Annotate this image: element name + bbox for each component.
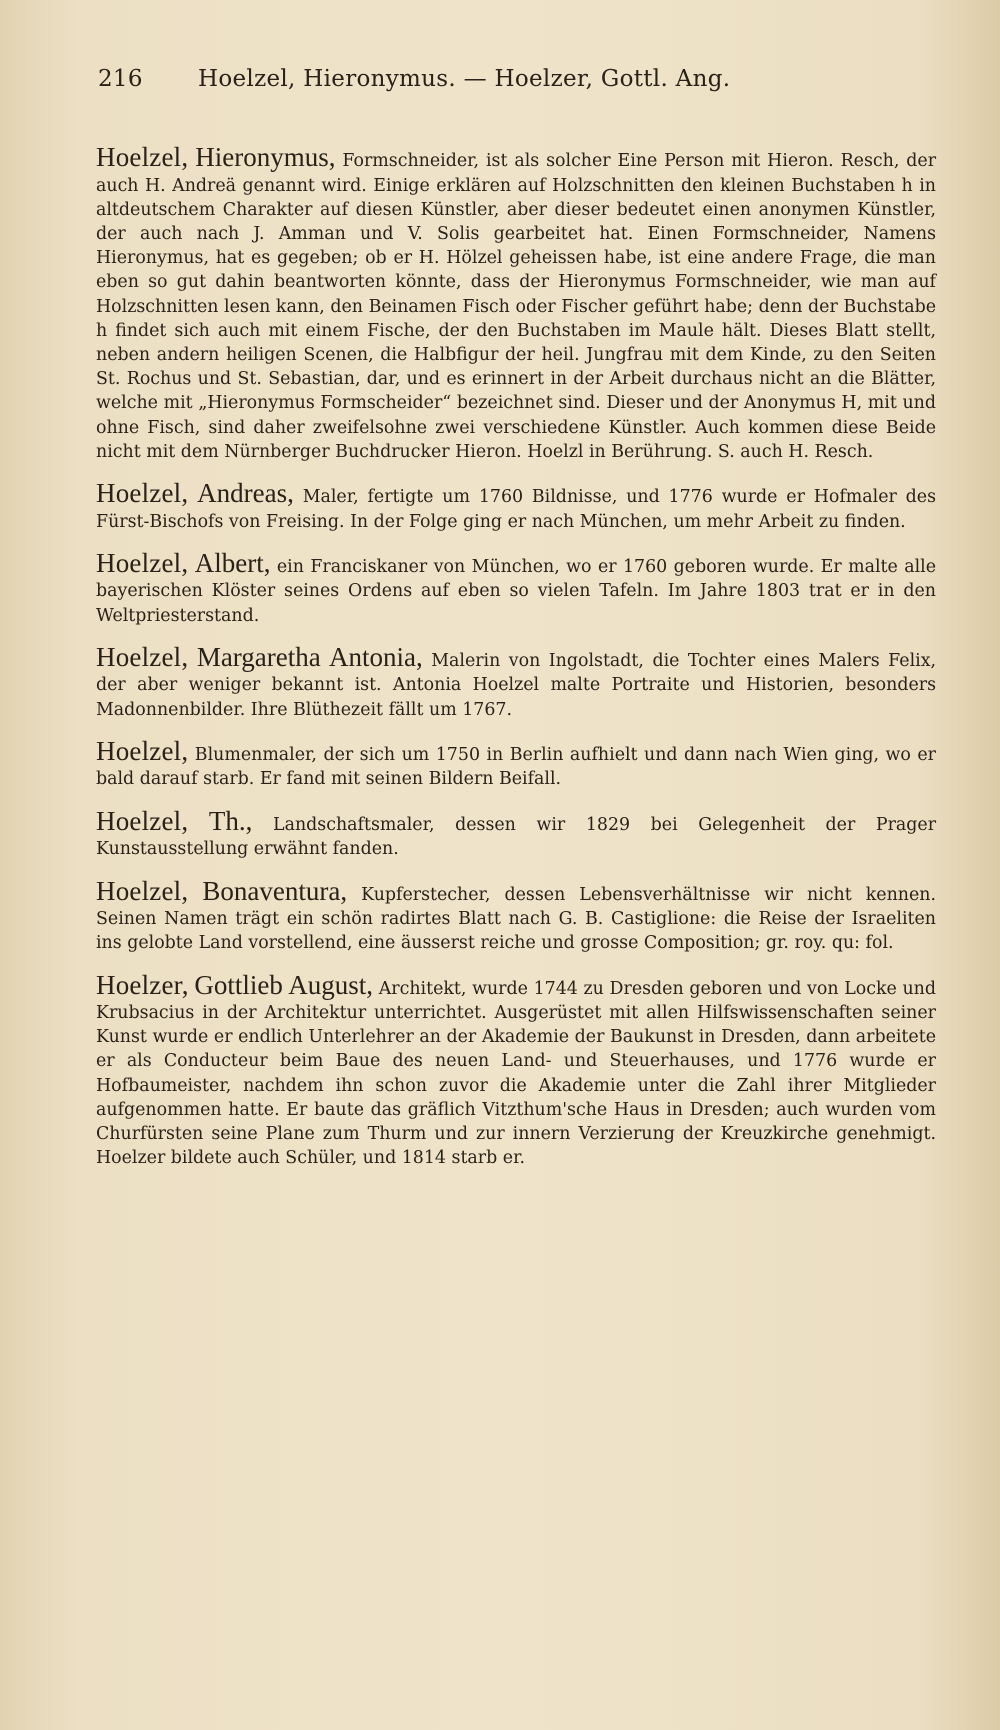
entries: [96, 128, 936, 1186]
entry-text: Malerin von Ingolstadt, die Tochter eines Malers Felix, der aber weniger bekannt ist. Antonia Hoelzel malte Portraite und Historien, besonders Madonnenbilder. Ihre Blüthezeit fällt um 1767.: [96, 651, 937, 720]
entry-surname: Hoelzel,: [96, 142, 189, 173]
entry-forename: Albert,: [194, 548, 271, 579]
running-header: [98, 66, 858, 106]
entry-margaretha-antonia: [96, 642, 937, 722]
entry-text: Kupferstecher, dessen Lebensverhältnisse wir nicht kennen. Seinen Namen trägt ein schön radirtes Blatt nach G. B. Castiglione: die Reise der Israeliten ins gelobte Land vorstellend, eine äusserst reiche und grosse Composition; gr. roy. qu: fol.: [96, 884, 936, 954]
running-title: Hoelzel, Hieronymus. — Hoelzer, Gottl. Ang.: [198, 66, 731, 92]
entry-forename: Bonaventura,: [202, 875, 348, 906]
entry-albert: [96, 548, 936, 628]
entry-forename: Th.,: [208, 806, 253, 837]
entry-forename: Margaretha Antonia,: [196, 642, 423, 673]
page-number: 216: [98, 66, 143, 92]
entry-surname: Hoelzel,: [96, 806, 189, 837]
entry-text: Landschaftsmaler, dessen wir 1829 bei Gelegenheit der Prager Kunstausstellung erwähnt fanden.: [96, 815, 937, 860]
entry-hieronymus: [96, 142, 937, 464]
entry-surname: Hoelzer,: [96, 969, 189, 1000]
entry-text: ein Franciskaner von München, wo er 1760 geboren wurde. Er malte alle bayerischen Klöster seines Ordens auf eben so vielen Tafeln. Im Jahre 1803 trat er in den Weltpriesterstand.: [96, 557, 936, 626]
entry-text: Maler, fertigte um 1760 Bildnisse, und 1776 wurde er Hofmaler des Fürst-Bischofs von Freising. In der Folge ging er nach München, um mehr Arbeit zu finden.: [96, 487, 936, 532]
entry-gottlieb-august: [96, 969, 936, 1171]
entry-text: Architekt, wurde 1744 zu Dresden geboren und von Locke und Krubsacius in der Architektur unterrichtet. Ausgerüstet mit allen Hilfswissenschaften seiner Kunst wurde er endlich Unterlehrer an der Akademie der Baukunst in Dresden, dann arbeitete er als Conducteur beim Baue des neuen Land- und Steuerhauses, und 1776 wurde er Hofbaumeister, nachdem ihn schon zuvor die Akademie unter die Zahl ihrer Mitglieder aufgenommen hatte. Er baute das gräflich Vitzthum'sche Haus in Dresden; auch wurden vom Churfürsten seine Plane zum Thurm und zur innern Verzierung der Kreuzkirche genehmigt. Hoelzer bildete auch Schüler, und 1814 starb er.: [96, 978, 936, 1169]
entry-text: Blumenmaler, der sich um 1750 in Berlin aufhielt und dann nach Wien ging, wo er bald darauf starb. Er fand mit seinen Bildern Beifall.: [96, 745, 936, 790]
entry-forename: Gottlieb August,: [194, 969, 374, 1000]
entry-th: [96, 806, 937, 861]
entry-forename: Andreas,: [197, 478, 294, 509]
entry-surname: Hoelzel,: [96, 548, 189, 579]
entry-surname: Hoelzel,: [96, 642, 189, 673]
entry-blumenmaler: [96, 736, 936, 791]
entry-bonaventura: [96, 875, 936, 956]
entry-surname: Hoelzel,: [96, 875, 189, 906]
entry-surname: Hoelzel,: [96, 478, 189, 509]
entry-surname: Hoelzel,: [96, 736, 189, 767]
entry-text: Formschneider, ist als solcher Eine Person mit Hieron. Resch, der auch H. Andreä genannt wird. Einige erklären auf Holzschnitten den kleinen Buchstaben h in altdeutschem Charakter auf diesen Künstler, aber dieser bedeutet einen anonymen Künstler, der auch nach J. Amman und V. Solis gearbeitet hat. Einen Formschneider, Namens Hieronymus, hat es gegeben; ob er H. Hölzel geheissen habe, ist eine andere Frage, die man eben so gut dahin beantworten könnte, dass der Hieronymus Formschneider, wie man auf Holzschnitten lesen kann, den Beinamen Fisch oder Fischer geführt habe; denn der Buchstabe h findet sich auch mit einem Fische, der den Buchstaben im Maule hält. Dieses Blatt stellt, neben andern heiligen Scenen, die Halbfigur der heil. Jungfrau mit dem Kinde, zu den Seiten St. Rochus und St. Sebastian, dar, und es erinnert in der Arbeit durchaus nicht an die Blätter, welche mit „Hieronymus Formscheider“ bezeichnet sind. Dieser und der Anonymus H, mit und ohne Fisch, sind daher zweifelsohne zwei verschiedene Künstler. Auch kommen diese Beide nicht mit dem Nürnberger Buchdrucker Hieron. Hoelzl in Berührung. S. auch H. Resch.: [96, 151, 937, 462]
entry-andreas: [96, 478, 936, 533]
entry-forename: Hieronymus,: [195, 142, 336, 173]
